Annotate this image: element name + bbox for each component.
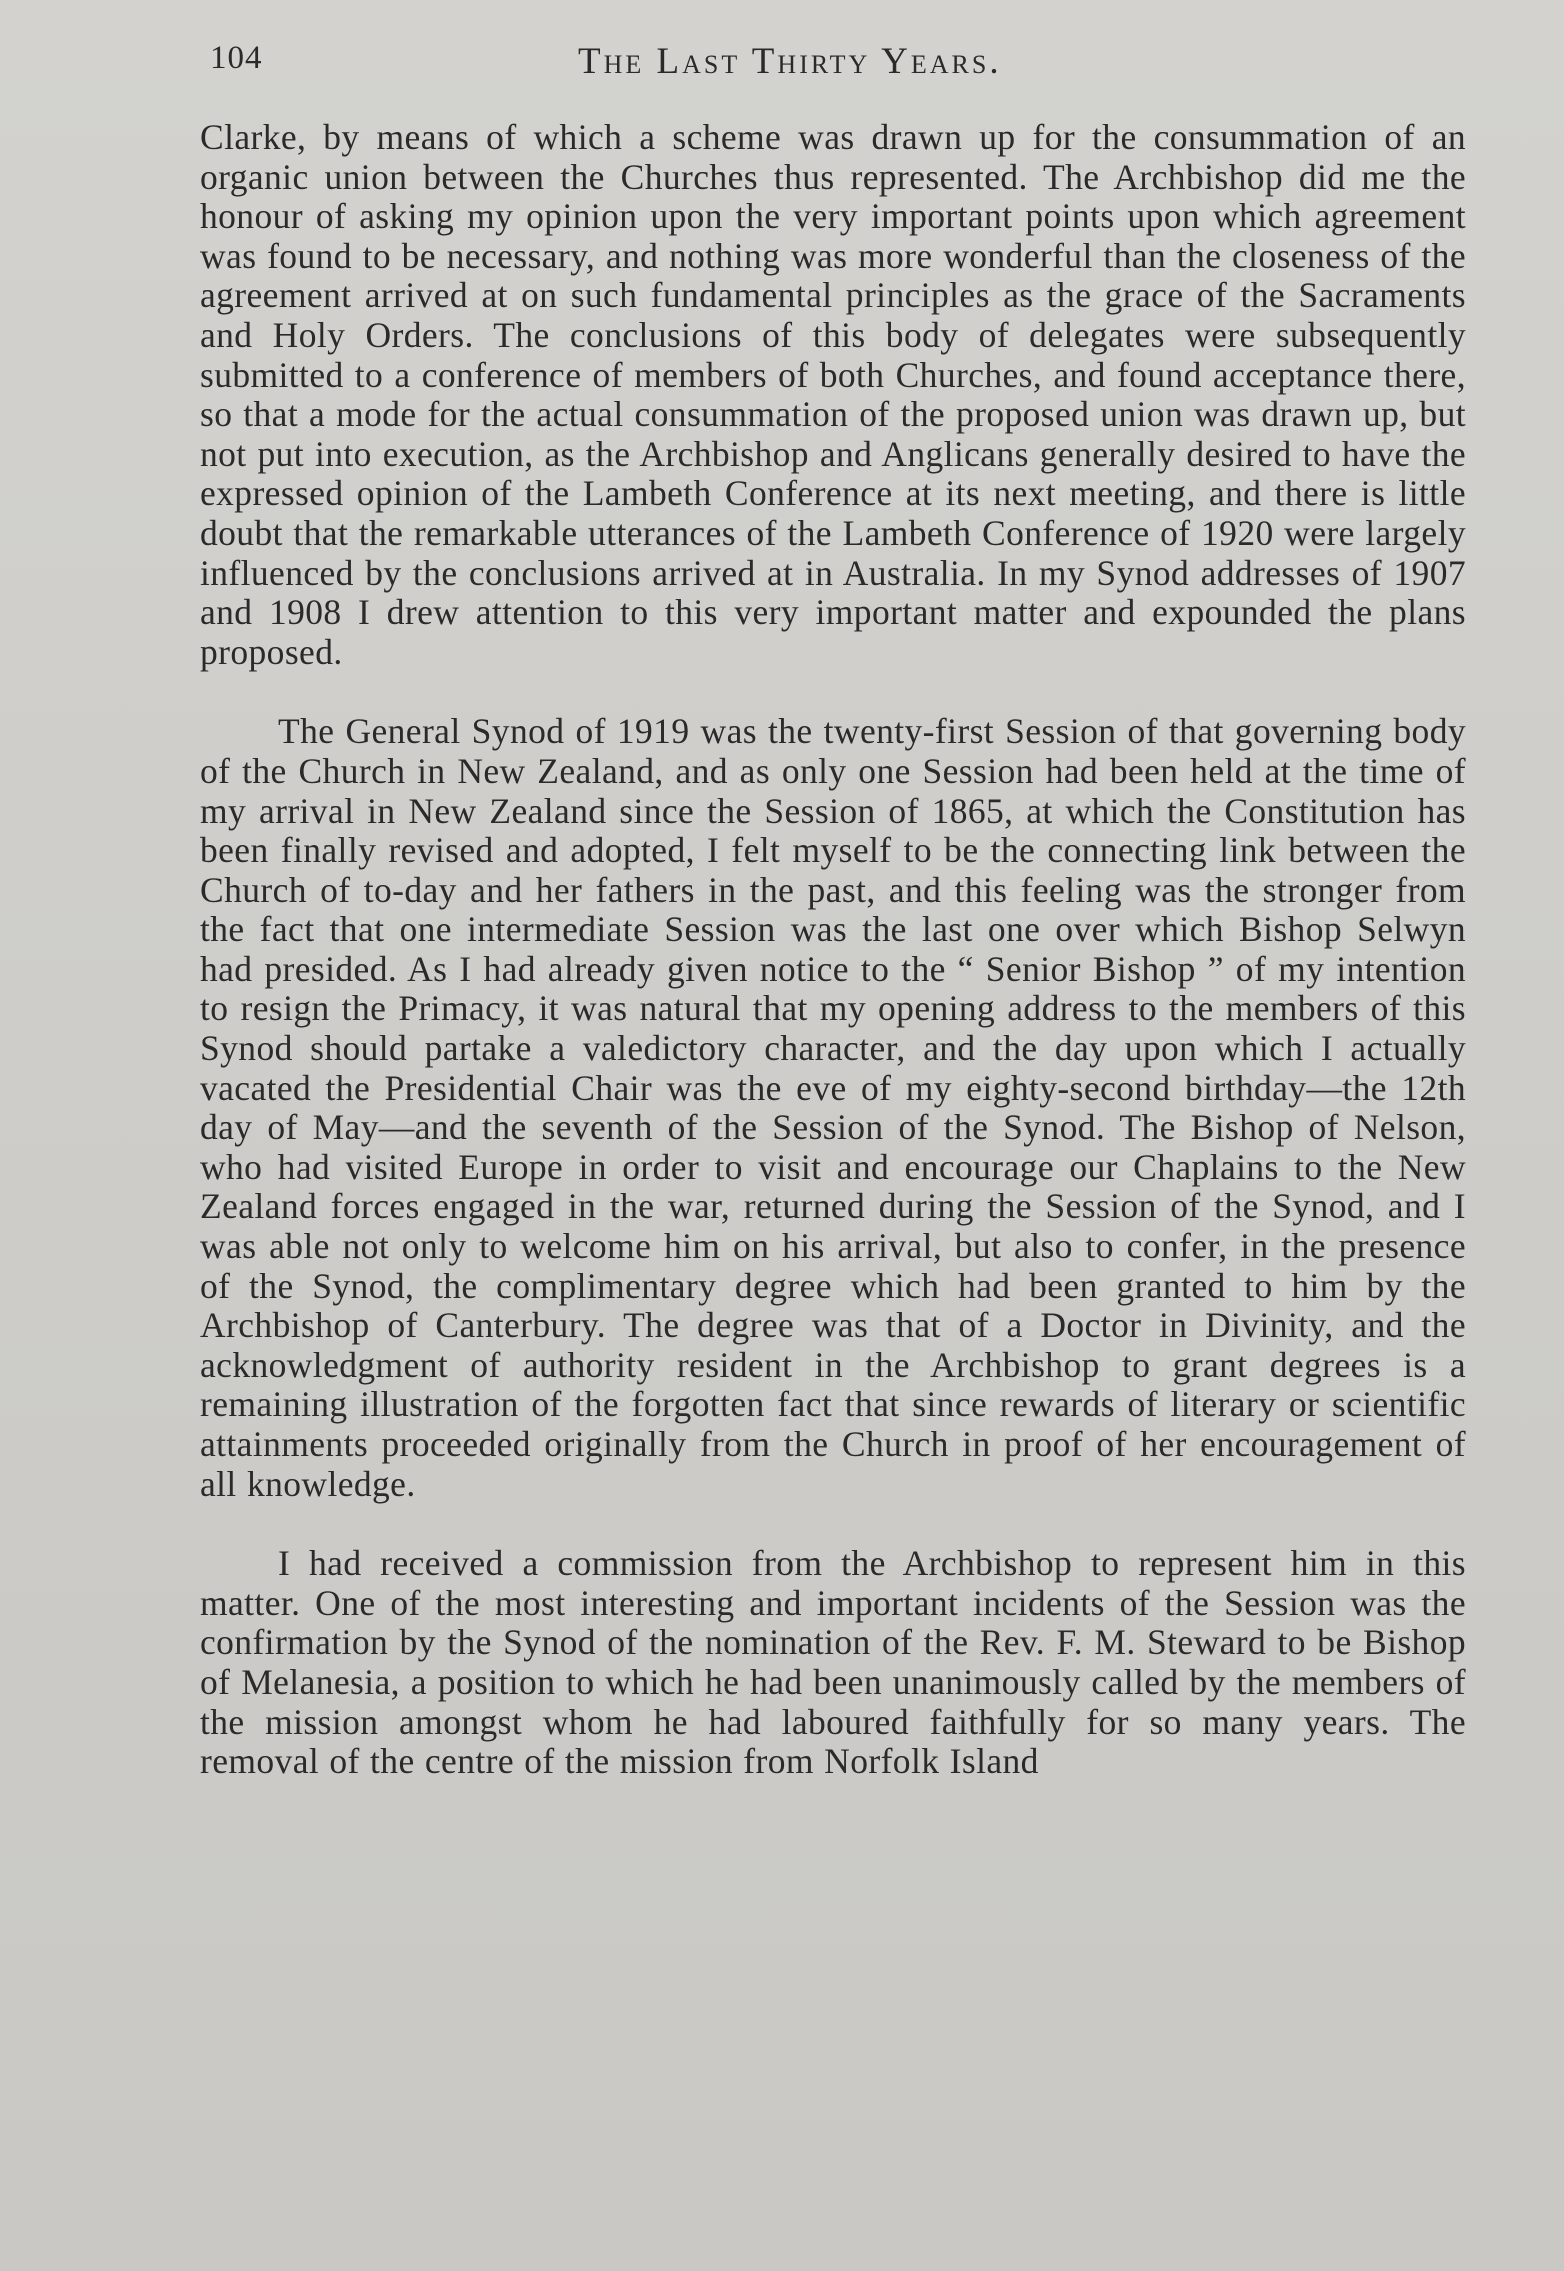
running-title: The Last Thirty Years. [578, 41, 1002, 82]
running-head [198, 40, 1452, 90]
paragraph-2: The General Synod of 1919 was the twenty-first Session of that governing body of the Church in New Zealand, and as only one Session had been held at the time of my arrival in New Zealand since the Session of 1865, at which the Constitution has been finally revised and adopted, I felt myself to be the connecting link between the Church of to-day and her fathers in the past, and this feeling was the stronger from the fact that one intermediate Session was the last one over which Bishop Selwyn had presided. As I had already given notice to the “ Senior Bishop ” of my intention to resign the Primacy, it was natural that my opening address to the members of this Synod should partake a valedictory character, and the day upon which I actually vacated the Presidential Chair was the eve of my eighty-second birthday—the 12th day of May—and the seventh of the Session of the Synod. The Bishop of Nelson, who had visited Europe in order to visit and encourage our Chaplains to the New Zealand forces engaged in the war, returned during the Session of the Synod, and I was able not only to welcome him on his arrival, but also to confer, in the presence of the Synod, the complimentary degree which had been granted to him by the Archbishop of Canterbury. The degree was that of a Doctor in Divinity, and the acknowledgment of authority resident in the Archbishop to grant degrees is a remaining illustration of the forgotten fact that since rewards of literary or scientific attainments proceeded originally from the Church in proof of her encouragement of all knowledge. [200, 711, 1466, 1504]
body-text [200, 118, 1466, 1782]
paragraph-3: I had received a commission from the Archbishop to represent him in this matter. One of the most interesting and important incidents of the Session was the confirmation by the Synod of the nomination of the Rev. F. M. Steward to be Bishop of Melanesia, a position to which he had been unanimously called by the members of the mission amongst whom he had laboured faithfully for so many years. The removal of the centre of the mission from Norfolk Island [200, 1543, 1466, 1782]
page-number: 104 [210, 40, 263, 76]
paragraph-1: Clarke, by means of which a scheme was drawn up for the consummation of an organic union between the Churches thus represented. The Archbishop did me the honour of asking my opinion upon the very important points upon which agreement was found to be necessary, and nothing was more wonderful than the closeness of the agreement arrived at on such fundamental principles as the grace of the Sacraments and Holy Orders. The conclusions of this body of delegates were subsequently submitted to a conference of members of both Churches, and found acceptance there, so that a mode for the actual consummation of the proposed union was drawn up, but not put into execution, as the Archbishop and Anglicans generally desired to have the expressed opinion of the Lambeth Conference at its next meeting, and there is little doubt that the remarkable utterances of the Lambeth Conference of 1920 were largely influenced by the conclusions arrived at in Australia. In my Synod addresses of 1907 and 1908 I drew attention to this very important matter and expounded the plans proposed. [200, 117, 1466, 672]
